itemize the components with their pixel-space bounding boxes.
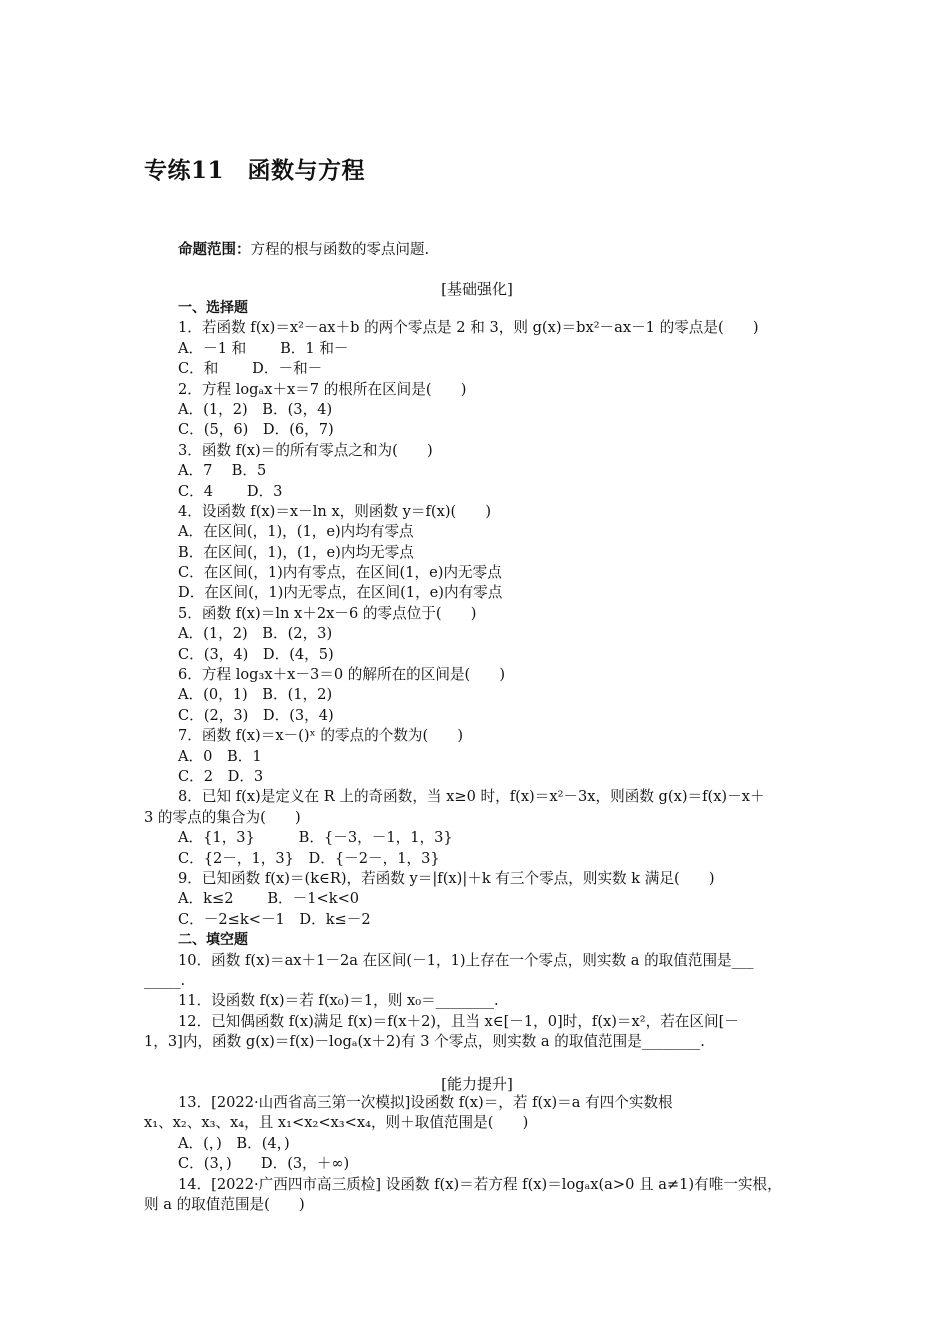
option-line: A．(1，2) B．(2，3) [178,625,333,643]
question-line: 4．设函数 f(x)＝x－ln x，则函数 y＝f(x)( ) [178,502,492,520]
question-line: 8．已知 f(x)是定义在 R 上的奇函数，当 x≥0 时，f(x)＝x²－3x，则函数 g(x)＝f(x)－x＋ [178,788,765,806]
question-line: 6．方程 log₃x＋x－3＝0 的解所在的区间是( ) [178,666,506,684]
option-line: A．(1，2) B．(3，4) [178,400,333,418]
option-line: A．k≤2 B．－1<k<0 [178,890,360,908]
question-line-continued: 则 a 的取值范围是( ) [144,1195,305,1213]
option-line: C．4 D．3 [178,482,283,500]
option-line: A．0 B．1 [178,747,262,765]
question-line: 12．已知偶函数 f(x)满足 f(x)＝f(x＋2)，且当 x∈[－1，0]时，f(x)＝x²，若在区间[－ [178,1012,739,1030]
section-heading-advanced: [能力提升] [441,1075,513,1093]
question-line: 11．设函数 f(x)＝若 f(x₀)＝1，则 x₀＝________. [178,992,499,1010]
option-line: C．2 D．3 [178,767,264,785]
question-line-continued: _____. [144,971,186,989]
option-line: C．和 D．－和－ [178,360,323,378]
question-line: 3．函数 f(x)＝的所有零点之和为( ) [178,441,433,459]
option-line: C．(3，) D．(3，＋∞) [178,1155,350,1173]
subheading-multiple-choice: 一、选择题 [178,300,248,316]
exercise-block-advanced [144,1093,816,1215]
option-line: A．在区间(，1)，(1，e)内均有零点 [178,523,414,541]
question-line: 13．[2022·山西省高三第一次模拟]设函数 f(x)＝，若 f(x)＝a 有四个实数根 [178,1094,673,1111]
question-line-continued: 3 的零点的集合为( ) [144,808,301,826]
question-line: 9．已知函数 f(x)＝(k∈R)，若函数 y＝|f(x)|＋k 有三个零点，则实数 k 满足( ) [178,869,715,887]
option-line: C．(2，3) D．(3，4) [178,706,334,724]
option-line: B．在区间(，1)，(1，e)内均无零点 [178,543,414,561]
question-line-continued: x₁、x₂、x₃、x₄，且 x₁<x₂<x₃<x₄，则＋取值范围是( ) [144,1114,529,1132]
option-line: C．－2≤k<－1 D．k≤－2 [178,910,371,928]
topic-scope-text: 方程的根与函数的零点问题. [250,242,430,258]
option-line: C．(5，6) D．(6，7) [178,421,334,439]
question-line: 14．[2022·广西四市高三质检] 设函数 f(x)＝若方程 f(x)＝logₐx(a>0 且 a≠1)有唯一实根， [178,1175,782,1193]
question-line: 7．函数 f(x)＝x－()ˣ 的零点的个数为( ) [178,727,464,745]
exercise-block-basic [144,298,816,1052]
question-line-continued: 1，3]内，函数 g(x)＝f(x)－logₐ(x＋2)有 3 个零点，则实数 a 的取值范围是________. [144,1033,705,1051]
page-title: 专练11 函数与方程 [144,157,366,184]
option-line: C．在区间(，1)内有零点，在区间(1，e)内无零点 [178,564,502,582]
question-line: 10．函数 f(x)＝ax＋1－2a 在区间(－1，1)上存在一个零点，则实数 a 的取值范围是___ [178,951,754,969]
subheading-fill-in: 二、填空题 [178,932,248,949]
question-line: 2．方程 logₐx＋x＝7 的根所在区间是( ) [178,380,467,398]
option-line: C．(3，4) D．(4，5) [178,645,334,663]
option-line: A．(，) B．(4，) [178,1134,290,1152]
section-heading-basic: [基础强化] [441,280,513,298]
option-line: A．(0，1) B．(1，2) [178,686,333,704]
topic-scope [178,238,429,259]
option-line: A．7 B．5 [178,462,267,480]
option-line: A．{1，3} B．{－3，－1，1，3} [178,829,453,847]
question-line: 5．函数 f(x)＝ln x＋2x－6 的零点位于( ) [178,604,477,622]
option-line: D．在区间(，1)内无零点，在区间(1，e)内有零点 [178,584,503,602]
question-line: 1．若函数 f(x)＝x²－ax＋b 的两个零点是 2 和 3，则 g(x)＝bx²－ax－1 的零点是( ) [178,319,759,337]
topic-scope-label: 命题范围： [178,242,251,258]
option-line: A．－1 和 B．1 和－ [178,339,349,357]
option-line: C．{2－，1，3} D．{－2－，1，3} [178,849,440,867]
